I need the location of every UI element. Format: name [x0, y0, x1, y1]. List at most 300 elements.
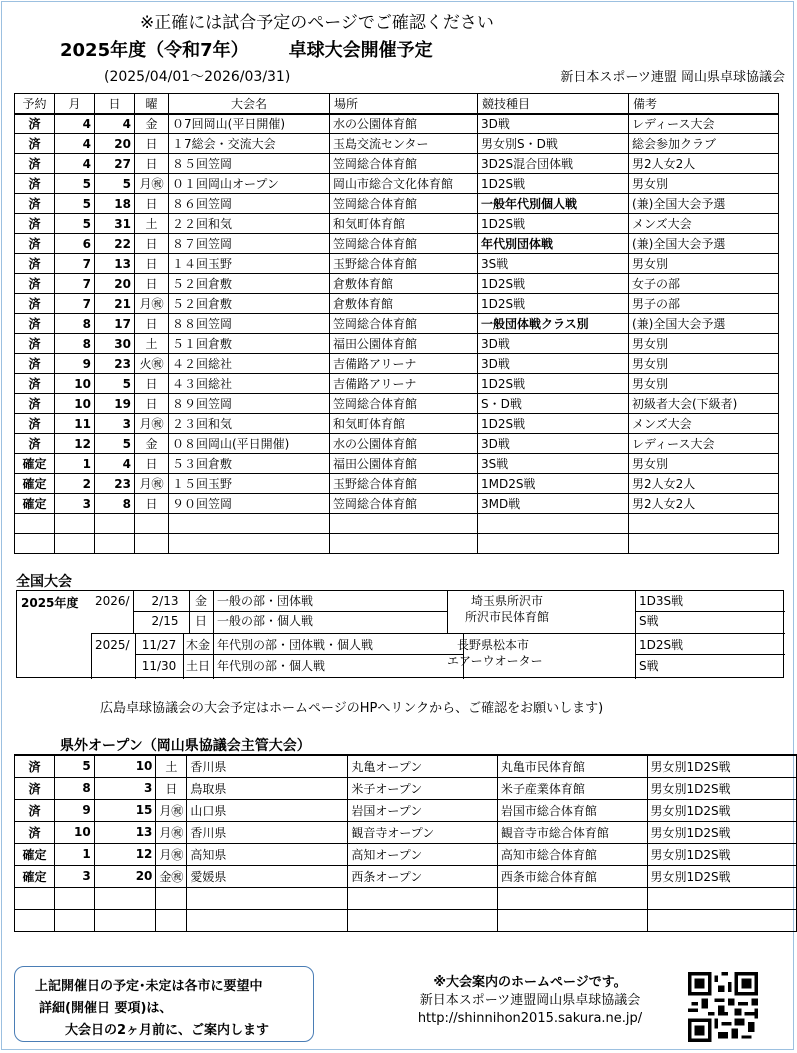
table-cell: 3MD戦: [478, 494, 629, 514]
national-event-type: S戦: [639, 659, 659, 673]
table-cell: 男女別S・D戦: [478, 134, 629, 154]
table-cell: [169, 534, 330, 554]
schedule-table: [14, 93, 779, 554]
table-cell: 男女別: [629, 334, 779, 354]
table-row: [15, 294, 779, 314]
table-cell: 一般団体戦クラス別: [478, 314, 629, 334]
table-cell: [169, 514, 330, 534]
table-cell: 3D戦: [478, 114, 629, 134]
table-cell: ２２回和気: [169, 214, 330, 234]
table-cell: 20: [95, 134, 135, 154]
table-cell: 日: [135, 254, 169, 274]
table-cell: 日: [135, 454, 169, 474]
column-header: 場所: [330, 94, 478, 114]
table-cell: レディース大会: [629, 434, 779, 454]
table-cell: 済: [15, 294, 55, 314]
table-cell: 済: [15, 755, 55, 777]
table-cell: １４回玉野: [169, 254, 330, 274]
table-cell: 笠岡総合体育館: [330, 494, 478, 514]
table-row: [15, 134, 779, 154]
table-cell: 済: [15, 234, 55, 254]
table-cell: 火㊗: [135, 354, 169, 374]
table-cell: 男女別: [629, 254, 779, 274]
venue-city: 埼玉県所沢市: [471, 594, 544, 608]
table-cell: 吉備路アリーナ: [330, 374, 478, 394]
table-cell: 確定: [15, 494, 55, 514]
table-cell: 観音寺市総合体育館: [497, 821, 647, 843]
table-row: [15, 374, 779, 394]
table-cell: 1: [55, 454, 95, 474]
table-cell: 4: [95, 114, 135, 134]
table-cell: 男女別: [629, 354, 779, 374]
table-cell: 1D2S戦: [478, 414, 629, 434]
table-row: [15, 755, 797, 777]
national-date: 11/27: [141, 638, 177, 652]
table-cell: 月㊗: [156, 843, 187, 865]
table-cell: ８５回笠岡: [169, 154, 330, 174]
table-cell: 1D2S戦: [478, 174, 629, 194]
table-cell: 3: [95, 414, 135, 434]
table-cell: 済: [15, 777, 55, 799]
table-cell: 笠岡総合体育館: [330, 314, 478, 334]
table-cell: 3S戦: [478, 454, 629, 474]
table-cell: [55, 514, 95, 534]
title-year: 2025年度（令和7年）: [60, 40, 249, 61]
table-cell: 月㊗: [135, 174, 169, 194]
table-cell: 女子の部: [629, 274, 779, 294]
table-cell: 総会参加クラブ: [629, 134, 779, 154]
column-header: 日: [95, 94, 135, 114]
national-dow: 土日: [185, 659, 210, 673]
table-cell: 13: [95, 254, 135, 274]
table-cell: 山口県: [187, 799, 348, 821]
table-cell: 玉野総合体育館: [330, 474, 478, 494]
table-cell: 5: [55, 214, 95, 234]
table-row: [15, 474, 779, 494]
table-cell: 5: [95, 174, 135, 194]
national-table: [16, 590, 784, 678]
table-row: [15, 414, 779, 434]
note-box: [14, 966, 314, 1042]
national-year: 2025年度: [21, 596, 79, 610]
table-cell: 金㊗: [156, 865, 187, 887]
table-cell: 男女別1D2S戦: [647, 777, 797, 799]
table-cell: ０7回岡山(平日開催): [169, 114, 330, 134]
table-cell: [497, 887, 647, 909]
table-cell: ８６回笠岡: [169, 194, 330, 214]
table-cell: 土: [135, 214, 169, 234]
table-cell: 男2人女2人: [629, 154, 779, 174]
table-cell: 高知県: [187, 843, 348, 865]
homepage-info: [390, 974, 670, 1028]
venue-city: 長野県松本市: [457, 638, 530, 652]
table-cell: 5: [95, 374, 135, 394]
table-cell: 15: [94, 799, 156, 821]
table-cell: メンズ大会: [629, 214, 779, 234]
table-cell: (兼)全国大会予選: [629, 234, 779, 254]
table-cell: 4: [95, 454, 135, 474]
table-cell: [135, 514, 169, 534]
table-cell: [156, 909, 187, 931]
table-cell: 一般年代別個人戦: [478, 194, 629, 214]
table-cell: 済: [15, 114, 55, 134]
column-header: 競技種目: [478, 94, 629, 114]
table-cell: 玉島交流センター: [330, 134, 478, 154]
table-cell: 西条オープン: [348, 865, 497, 887]
table-cell: 男女別1D2S戦: [647, 843, 797, 865]
table-row: [15, 514, 779, 534]
table-cell: 愛媛県: [187, 865, 348, 887]
table-cell: ４２回総社: [169, 354, 330, 374]
table-row: [15, 174, 779, 194]
table-row: [15, 334, 779, 354]
table-cell: ８７回笠岡: [169, 234, 330, 254]
table-cell: 3D戦: [478, 434, 629, 454]
table-cell: [187, 909, 348, 931]
table-row: [15, 821, 797, 843]
table-cell: 10: [54, 821, 94, 843]
table-cell: 男女別1D2S戦: [647, 865, 797, 887]
table-cell: 5: [95, 434, 135, 454]
table-row: [15, 154, 779, 174]
table-cell: 土: [135, 334, 169, 354]
table-cell: 岩国市総合体育館: [497, 799, 647, 821]
table-cell: 確定: [15, 474, 55, 494]
table-cell: 30: [95, 334, 135, 354]
table-cell: ５１回倉敷: [169, 334, 330, 354]
table-cell: 男女別: [629, 374, 779, 394]
national-event-name: 年代別の部・個人戦: [217, 659, 326, 673]
table-cell: ０８回岡山(平日開催): [169, 434, 330, 454]
table-cell: 8: [54, 777, 94, 799]
table-row: [15, 494, 779, 514]
table-cell: 月㊗: [135, 414, 169, 434]
table-cell: 17: [95, 314, 135, 334]
table-cell: 1D2S戦: [478, 274, 629, 294]
table-cell: 日: [135, 314, 169, 334]
table-cell: [15, 534, 55, 554]
table-cell: 確定: [15, 865, 55, 887]
table-cell: 3D戦: [478, 354, 629, 374]
table-cell: 鳥取県: [187, 777, 348, 799]
homepage-line-1: ※大会案内のホームページです。: [433, 975, 627, 990]
table-cell: 済: [15, 134, 55, 154]
table-cell: 和気町体育館: [330, 214, 478, 234]
table-cell: 月㊗: [135, 474, 169, 494]
table-cell: 丸亀オープン: [348, 755, 497, 777]
notice-text: ※正確には試合予定のページでご確認ください: [140, 13, 494, 33]
table-cell: 金: [135, 434, 169, 454]
table-cell: 日: [135, 394, 169, 414]
table-cell: 日: [135, 194, 169, 214]
national-date: 2/13: [151, 594, 179, 608]
table-cell: 3S戦: [478, 254, 629, 274]
table-cell: 20: [95, 274, 135, 294]
table-cell: 済: [15, 799, 55, 821]
hiroshima-notice: 広島卓球協議会の大会予定はホームページのHPへリンクから、ご確認をお願いします): [100, 701, 604, 716]
table-row: [15, 434, 779, 454]
period-text: (2025/04/01～2026/03/31): [104, 69, 291, 85]
table-cell: 笠岡総合体育館: [330, 234, 478, 254]
table-cell: 確定: [15, 454, 55, 474]
table-row: [15, 194, 779, 214]
table-cell: [156, 887, 187, 909]
table-cell: [330, 514, 478, 534]
table-cell: 香川県: [187, 821, 348, 843]
table-cell: 18: [95, 194, 135, 214]
table-cell: 19: [95, 394, 135, 414]
column-header: 月: [55, 94, 95, 114]
column-header: 大会名: [169, 94, 330, 114]
table-cell: 8: [95, 494, 135, 514]
table-row: [15, 777, 797, 799]
table-cell: 済: [15, 334, 55, 354]
table-cell: [629, 514, 779, 534]
table-cell: 男女別1D2S戦: [647, 821, 797, 843]
national-dow: 金: [194, 594, 207, 608]
table-cell: 3: [94, 777, 156, 799]
table-cell: 12: [94, 843, 156, 865]
table-cell: [478, 534, 629, 554]
table-cell: 月㊗: [156, 821, 187, 843]
table-cell: 31: [95, 214, 135, 234]
table-cell: ５２回倉敷: [169, 294, 330, 314]
table-row: [15, 843, 797, 865]
table-cell: ４３回総社: [169, 374, 330, 394]
table-cell: 27: [95, 154, 135, 174]
table-cell: 7: [55, 294, 95, 314]
table-row: [15, 214, 779, 234]
table-cell: ８８回笠岡: [169, 314, 330, 334]
table-row: [15, 454, 779, 474]
table-cell: [95, 534, 135, 554]
outside-open-heading: 県外オープン（岡山県協議会主管大会）: [60, 738, 311, 754]
table-cell: レディース大会: [629, 114, 779, 134]
table-cell: ５２回倉敷: [169, 274, 330, 294]
table-cell: 男女別: [629, 454, 779, 474]
table-cell: 済: [15, 414, 55, 434]
outside-open-table: [14, 754, 797, 932]
table-cell: [94, 887, 156, 909]
table-cell: 倉敷体育館: [330, 294, 478, 314]
table-cell: [54, 909, 94, 931]
table-row: [15, 909, 797, 931]
table-row: [15, 274, 779, 294]
table-cell: 月㊗: [156, 799, 187, 821]
national-event-name: 年代別の部・団体戦・個人戦: [217, 638, 374, 652]
table-cell: 1D2S戦: [478, 294, 629, 314]
table-row: [15, 865, 797, 887]
page-title: [60, 36, 433, 62]
table-cell: 済: [15, 434, 55, 454]
national-venue-1: [465, 593, 550, 624]
table-cell: 岩国オープン: [348, 799, 497, 821]
table-cell: [135, 534, 169, 554]
table-cell: 水の公園体育館: [330, 114, 478, 134]
table-cell: 1D2S戦: [478, 374, 629, 394]
table-cell: [54, 887, 94, 909]
homepage-url[interactable]: http://shinnihon2015.sakura.ne.jp/: [417, 1011, 643, 1026]
table-cell: 男2人女2人: [629, 474, 779, 494]
national-year-2025: 2025/: [95, 638, 130, 652]
table-row: [15, 354, 779, 374]
table-cell: 7: [55, 274, 95, 294]
table-cell: 済: [15, 174, 55, 194]
table-cell: [348, 887, 497, 909]
national-dow: 木金: [185, 638, 210, 652]
table-cell: 10: [55, 394, 95, 414]
table-cell: 済: [15, 394, 55, 414]
table-cell: [647, 887, 797, 909]
table-cell: 11: [55, 414, 95, 434]
table-cell: 8: [55, 334, 95, 354]
table-cell: １５回玉野: [169, 474, 330, 494]
table-cell: 12: [55, 434, 95, 454]
national-event-name: 一般の部・団体戦: [217, 594, 314, 608]
table-cell: 22: [95, 234, 135, 254]
table-cell: 水の公園体育館: [330, 434, 478, 454]
table-cell: 3D2S混合団体戦: [478, 154, 629, 174]
table-cell: [15, 909, 55, 931]
column-header: 予約: [15, 94, 55, 114]
national-event-name: 一般の部・個人戦: [217, 614, 314, 628]
table-cell: １7総会・交流大会: [169, 134, 330, 154]
note-line-3: 大会日の2ヶ月前に、ご案内します: [65, 1023, 270, 1038]
table-cell: 高知オープン: [348, 843, 497, 865]
title-sub: 卓球大会開催予定: [288, 40, 433, 61]
table-cell: 年代別団体戦: [478, 234, 629, 254]
table-cell: 済: [15, 274, 55, 294]
national-date: 2/15: [151, 614, 179, 628]
table-cell: 男女別1D2S戦: [647, 755, 797, 777]
table-cell: 済: [15, 314, 55, 334]
table-cell: 9: [54, 799, 94, 821]
table-cell: 済: [15, 374, 55, 394]
table-cell: 済: [15, 154, 55, 174]
table-cell: 5: [54, 755, 94, 777]
table-cell: 6: [55, 234, 95, 254]
table-cell: 5: [55, 194, 95, 214]
table-cell: 1: [54, 843, 94, 865]
table-cell: [330, 534, 478, 554]
table-cell: 日: [156, 777, 187, 799]
table-cell: 米子産業体育館: [497, 777, 647, 799]
table-cell: 10: [55, 374, 95, 394]
table-cell: [55, 534, 95, 554]
table-cell: 3: [55, 494, 95, 514]
table-cell: 10: [94, 755, 156, 777]
table-cell: 男女別: [629, 174, 779, 194]
table-cell: 観音寺オープン: [348, 821, 497, 843]
table-cell: 9: [55, 354, 95, 374]
table-cell: [95, 514, 135, 534]
table-cell: ２３回和気: [169, 414, 330, 434]
table-cell: [94, 909, 156, 931]
table-cell: [15, 514, 55, 534]
table-cell: [187, 887, 348, 909]
organization-name: 新日本スポーツ連盟 岡山県卓球協議会: [560, 70, 785, 85]
table-row: [15, 234, 779, 254]
table-cell: 高知市総合体育館: [497, 843, 647, 865]
table-cell: 初級者大会(下級者): [629, 394, 779, 414]
table-cell: 男子の部: [629, 294, 779, 314]
table-cell: 吉備路アリーナ: [330, 354, 478, 374]
table-cell: 日: [135, 234, 169, 254]
table-cell: [647, 909, 797, 931]
venue-hall: 所沢市民体育館: [465, 610, 550, 624]
qr-code-icon[interactable]: [688, 972, 758, 1042]
table-cell: 5: [55, 174, 95, 194]
table-row: [15, 799, 797, 821]
table-row: [15, 114, 779, 134]
table-cell: ５３回倉敷: [169, 454, 330, 474]
table-cell: ０１回岡山オープン: [169, 174, 330, 194]
national-year-2026: 2026/: [95, 594, 130, 608]
table-cell: (兼)全国大会予選: [629, 194, 779, 214]
table-cell: 男女別1D2S戦: [647, 799, 797, 821]
table-cell: 23: [95, 354, 135, 374]
table-cell: メンズ大会: [629, 414, 779, 434]
table-cell: 笠岡総合体育館: [330, 194, 478, 214]
table-cell: 4: [55, 114, 95, 134]
table-cell: 2: [55, 474, 95, 494]
table-cell: 日: [135, 134, 169, 154]
table-cell: [497, 909, 647, 931]
table-cell: S・D戦: [478, 394, 629, 414]
schedule-header-row: [15, 94, 779, 114]
table-cell: 笠岡総合体育館: [330, 394, 478, 414]
table-cell: 日: [135, 274, 169, 294]
national-heading: 全国大会: [16, 574, 72, 590]
table-cell: 香川県: [187, 755, 348, 777]
table-cell: 4: [55, 154, 95, 174]
table-cell: 玉野総合体育館: [330, 254, 478, 274]
table-cell: 13: [94, 821, 156, 843]
table-row: [15, 254, 779, 274]
table-cell: 土: [156, 755, 187, 777]
table-cell: 21: [95, 294, 135, 314]
table-cell: 米子オープン: [348, 777, 497, 799]
table-cell: 金: [135, 114, 169, 134]
national-date: 11/30: [141, 659, 177, 673]
table-cell: 7: [55, 254, 95, 274]
table-cell: 1MD2S戦: [478, 474, 629, 494]
table-cell: 23: [95, 474, 135, 494]
table-cell: 8: [55, 314, 95, 334]
table-cell: 済: [15, 354, 55, 374]
table-cell: 月㊗: [135, 294, 169, 314]
table-cell: 福田公園体育館: [330, 334, 478, 354]
table-cell: (兼)全国大会予選: [629, 314, 779, 334]
table-cell: 1D2S戦: [478, 214, 629, 234]
column-header: 備考: [629, 94, 779, 114]
table-cell: 日: [135, 494, 169, 514]
table-cell: ８９回笠岡: [169, 394, 330, 414]
table-cell: [629, 534, 779, 554]
table-cell: 日: [135, 154, 169, 174]
table-cell: 4: [55, 134, 95, 154]
table-cell: [348, 909, 497, 931]
table-cell: [15, 887, 55, 909]
table-cell: 済: [15, 254, 55, 274]
table-cell: 岡山市総合文化体育館: [330, 174, 478, 194]
table-row: [15, 534, 779, 554]
column-header: 曜: [135, 94, 169, 114]
table-row: [15, 394, 779, 414]
national-event-type: S戦: [639, 614, 659, 628]
table-cell: ９０回笠岡: [169, 494, 330, 514]
table-cell: 西条市総合体育館: [497, 865, 647, 887]
